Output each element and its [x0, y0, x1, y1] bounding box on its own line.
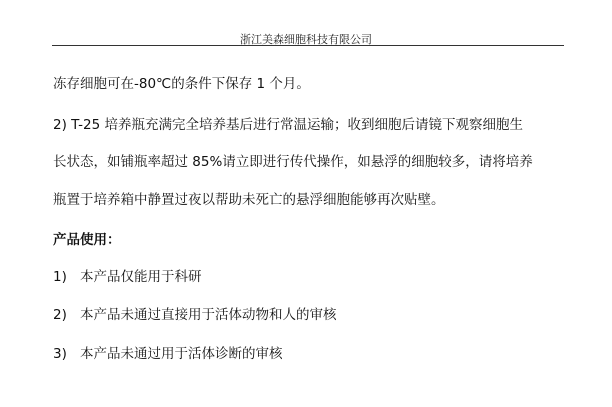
usage-item-number: 1) [53, 269, 67, 285]
usage-item-text: 本产品仅能用于科研 [80, 269, 202, 285]
usage-heading: 产品使用： [53, 232, 121, 248]
usage-item-number: 3) [53, 346, 67, 362]
usage-list-item-3 [53, 345, 283, 363]
page-header-company: 浙江美森细胞科技有限公司 [240, 33, 372, 46]
usage-item-text: 本产品未通过用于活体诊断的审核 [80, 346, 283, 362]
paragraph-line-1: 冻存细胞可在-80℃的条件下保存 1 个月。 [53, 76, 310, 92]
paragraph-line-4: 瓶置于培养箱中静置过夜以帮助未死亡的悬浮细胞能够再次贴壁。 [53, 192, 445, 208]
usage-list-item-2 [53, 306, 337, 324]
paragraph-line-3: 长状态，如铺瓶率超过 85%请立即进行传代操作，如悬浮的细胞较多，请将培养 [53, 154, 533, 170]
usage-list-item-1 [53, 268, 202, 286]
header-divider [52, 45, 564, 46]
usage-item-text: 本产品未通过直接用于活体动物和人的审核 [80, 307, 337, 323]
usage-item-number: 2) [53, 307, 67, 323]
paragraph-line-2: 2) T-25 培养瓶充满完全培养基后进行常温运输；收到细胞后请镜下观察细胞生 [53, 117, 523, 133]
